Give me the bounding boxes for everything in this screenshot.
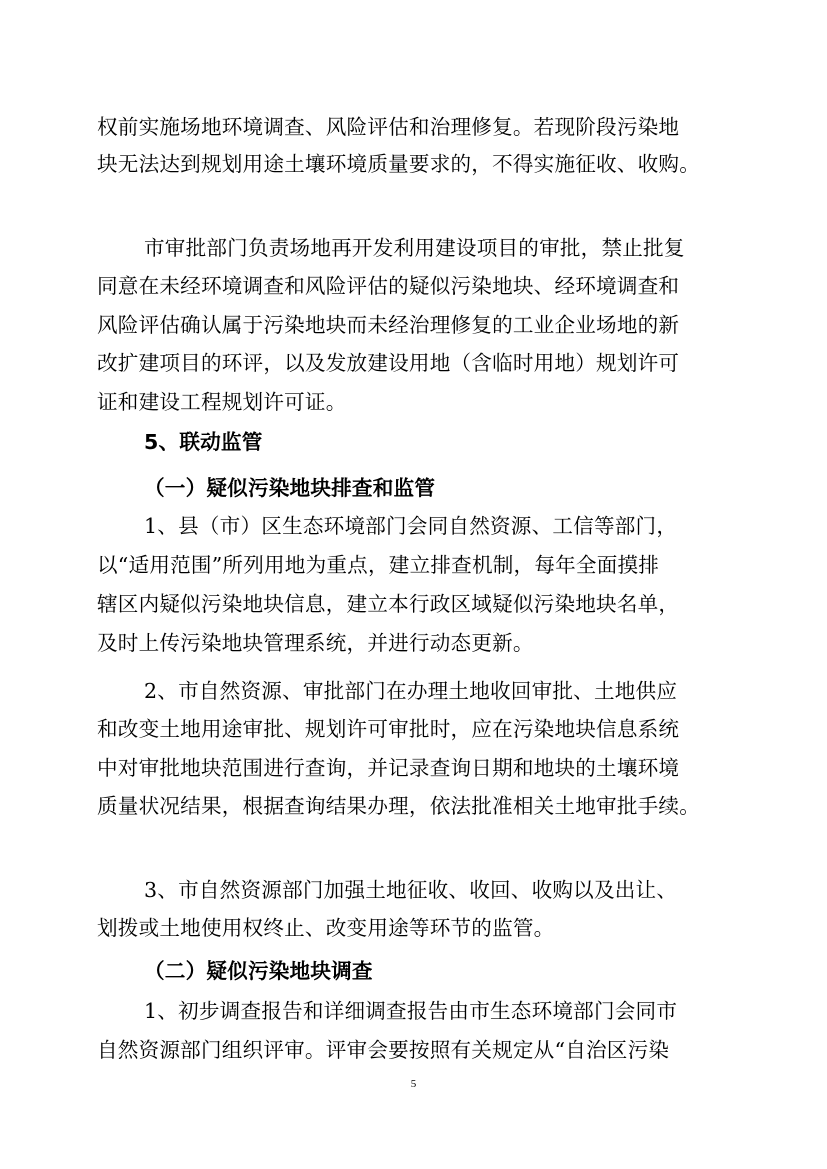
body-line: 改扩建项目的环评，以及发放建设用地（含临时用地）规划许可: [97, 351, 680, 375]
body-line: 权前实施场地环境调查、风险评估和治理修复。若现阶段污染地: [97, 115, 680, 139]
body-line: 3、市自然资源部门加强土地征收、收回、收购以及出让、: [144, 878, 678, 902]
page-number: 5: [410, 1078, 417, 1090]
subsection-heading: （二）疑似污染地块调查: [144, 959, 373, 983]
body-line: 2、市自然资源、审批部门在办理土地收回审批、土地供应: [144, 679, 678, 703]
body-line: 中对审批地块范围进行查询，并记录查询日期和地块的土壤环境: [97, 756, 680, 780]
body-line: 质量状况结果，根据查询结果办理，依法批准相关土地审批手续。: [97, 794, 701, 818]
subsection-heading: （一）疑似污染地块排查和监管: [144, 476, 436, 500]
body-line: 划拨或土地使用权终止、改变用途等环节的监管。: [97, 916, 555, 940]
body-line: 同意在未经环境调查和风险评估的疑似污染地块、经环境调查和: [97, 274, 680, 298]
body-line: 自然资源部门组织评审。评审会要按照有关规定从“自治区污染: [97, 1038, 670, 1062]
body-line: 辖区内疑似污染地块信息，建立本行政区域疑似污染地块名单，: [97, 592, 680, 616]
body-line: 1、县（市）区生态环境部门会同自然资源、工信等部门，: [144, 514, 678, 538]
body-line: 市审批部门负责场地再开发利用建设项目的审批，禁止批复: [144, 236, 685, 260]
body-line: 证和建设工程规划许可证。: [97, 390, 347, 414]
body-line: 风险评估确认属于污染地块而未经治理修复的工业企业场地的新: [97, 313, 680, 337]
body-line: 块无法达到规划用途土壤环境质量要求的，不得实施征收、收购。: [97, 152, 701, 176]
section-heading: 5、联动监管: [144, 430, 263, 454]
body-line: 1、初步调查报告和详细调查报告由市生态环境部门会同市: [144, 999, 678, 1023]
body-line: 及时上传污染地块管理系统，并进行动态更新。: [97, 631, 534, 655]
body-line: 和改变土地用途审批、规划许可审批时，应在污染地块信息系统: [97, 717, 680, 741]
body-line: 以“适用范围”所列用地为重点，建立排查机制，每年全面摸排: [97, 553, 660, 577]
